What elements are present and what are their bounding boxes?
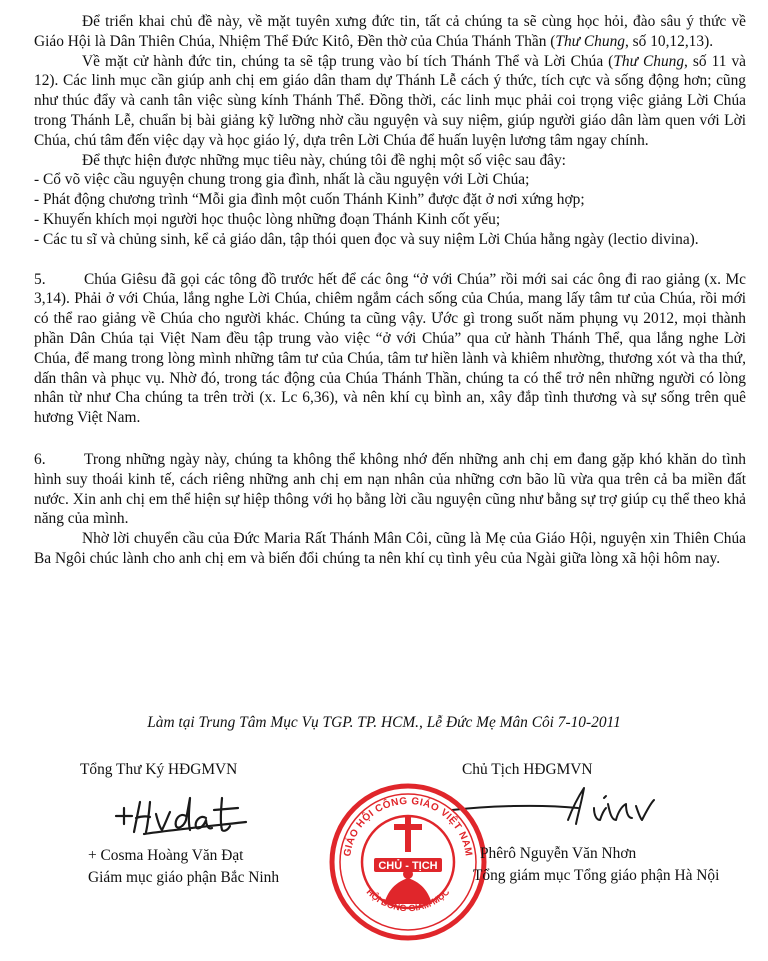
seal-center-text: CHỦ - TỊCH (378, 860, 438, 872)
section-number: 6. (34, 450, 46, 468)
paragraph-text: Về mặt cử hành đức tin, chúng ta sẽ tập trung vào bí tích Thánh Thể và Lời Chúa ( (82, 52, 614, 70)
seal-ring-text: GIÁO HỘI CÔNG GIÁO VIỆT NAM (342, 795, 474, 858)
svg-text:GIÁO HỘI CÔNG GIÁO VIỆT NAM (342, 796, 474, 857)
letter-body (34, 12, 746, 569)
right-signatory-name: Phêrô Nguyễn Văn Nhơn (480, 845, 637, 862)
paragraph-text: Để triển khai chủ đề này, về mặt tuyên xưng đức tin, tất cả chúng ta sẽ cùng học hỏi, đào sâu ý thức về Giáo Hội là Dân Thiên Chúa, Nhiệm Thể Đức Kitô, Đền thờ của Chúa Thánh Thần ( (34, 13, 746, 50)
bullet-item: - Phát động chương trình “Mỗi gia đình một cuốn Thánh Kinh” được đặt ở nơi xứng hợp; (34, 191, 585, 209)
svg-text:HỘI ĐỒNG GIÁM MỤC (365, 886, 452, 913)
left-signatory-diocese: Giám mục giáo phận Bắc Ninh (88, 869, 280, 886)
spacer (34, 250, 746, 270)
italic-ref: Thư Chung (613, 52, 685, 70)
section-number: 5. (34, 270, 46, 288)
paragraph-profession-of-faith (34, 12, 746, 52)
spacer (34, 428, 746, 450)
right-signatory-title: Chủ Tịch HĐGMVN (462, 761, 593, 778)
section-text: Trong những ngày này, chúng ta không thể không nhớ đến những anh chị em đang gặp khó khăn do tình hình suy thoái kinh tế, cách riêng những anh chị em nạn nhân của những cơn bão lũ vừa qua trên cả ba miền đất nước. Xin anh chị em thể hiện sự hiệp thông với họ bằng lời cầu nguyện cũng như bằng sự trợ giúp cụ thể theo khả năng của mình. (34, 450, 746, 528)
left-signatory-title: Tổng Thư Ký HĐGMVN (80, 761, 238, 778)
seal-lettering (328, 782, 488, 942)
left-signatory-name: + Cosma Hoàng Văn Đạt (88, 847, 244, 864)
right-signatory-diocese: Tổng giám mục Tổng giáo phận Hà Nội (473, 867, 720, 884)
section-5 (34, 270, 746, 428)
paragraph-proposals-intro: Để thực hiện được những mục tiêu này, chúng tôi đề nghị một số việc sau đây: (82, 151, 566, 169)
italic-ref: Thư Chung (555, 32, 625, 50)
paragraph-closing-blessing: Nhờ lời chuyển cầu của Đức Maria Rất Thánh Mân Côi, cũng là Mẹ của Giáo Hội, nguyện xin Thiên Chúa Ba Ngôi chúc lành cho anh chị em và biến đổi chúng ta nên khí cụ tình yêu của Ngài giữa lòng xã hội hôm nay. (34, 530, 746, 567)
paragraph-celebration (34, 52, 746, 151)
bullet-item: - Khuyến khích mọi người học thuộc lòng những đoạn Thánh Kinh cốt yếu; (34, 210, 501, 228)
paragraph-text: , số 11 và 12). Các linh mục cần giúp anh chị em giáo dân tham dự Thánh Lễ cách ý thức, tích cực và sống động hơn; cũng như thúc đẩy và canh tân việc sùng kính Thánh Thể. Đồng thời, các linh mục phải coi trọng việc giảng Lời Chúa trong Thánh Lễ, chuẩn bị bài giảng kỹ lưỡng nhờ cầu nguyện và suy niệm, giúp người giáo dân làm quen với Lời Chúa, chú tâm đến việc dạy và học giáo lý, dựa trên Lời Chúa để huấn luyện lương tâm ngay chính. (34, 52, 747, 149)
left-handwritten-signature (110, 790, 250, 840)
section-text: Chúa Giêsu đã gọi các tông đồ trước hết để các ông “ở với Chúa” rồi mới sai các ông đi rao giảng (x. Mc 3,14). Phải ở với Chúa, lắng nghe Lời Chúa, chiêm ngắm cách sống của Chúa, mang lấy tâm tư của Chúa, rồi mới có thể rao giảng về Chúa cho người khác. Chúng ta cũng vậy. Ước gì trong suốt năm phụng vụ 2012, mọi thành phần Dân Chúa tại Việt Nam đều tập trung vào việc “ở với Chúa” qua cử hành Thánh Thể, qua lắng nghe Lời Chúa, để mang trong lòng mình những tâm tư của Chúa, tâm tư hiền lành và khiêm nhường, thương xót và tha thứ, dấn thân và phục vụ. Nhờ đó, trong tác động của Chúa Thánh Thần, chúng ta có thể trở nên những người có lòng nhân từ như Cha chúng ta trên trời (x. Lc 6,36), và nên khí cụ bình an, xây đắp tình thương và sự sống trên quê hương Việt Nam. (34, 270, 746, 427)
paragraph-text: , số 10,12,13). (624, 32, 714, 50)
section-6 (34, 450, 746, 529)
bullet-item: - Các tu sĩ và chủng sinh, kể cả giáo dân, tập thói quen đọc và suy niệm Lời Chúa hằng ngày (lectio divina). (34, 230, 699, 248)
bullet-item: - Cổ võ việc cầu nguyện chung trong gia đình, nhất là cầu nguyện với Lời Chúa; (34, 171, 530, 189)
seal-bottom-text: HỘI ĐỒNG GIÁM MỤC (364, 886, 452, 914)
place-and-date: Làm tại Trung Tâm Mục Vụ TGP. TP. HCM., Lễ Đức Mẹ Mân Côi 7-10-2011 (147, 714, 621, 731)
